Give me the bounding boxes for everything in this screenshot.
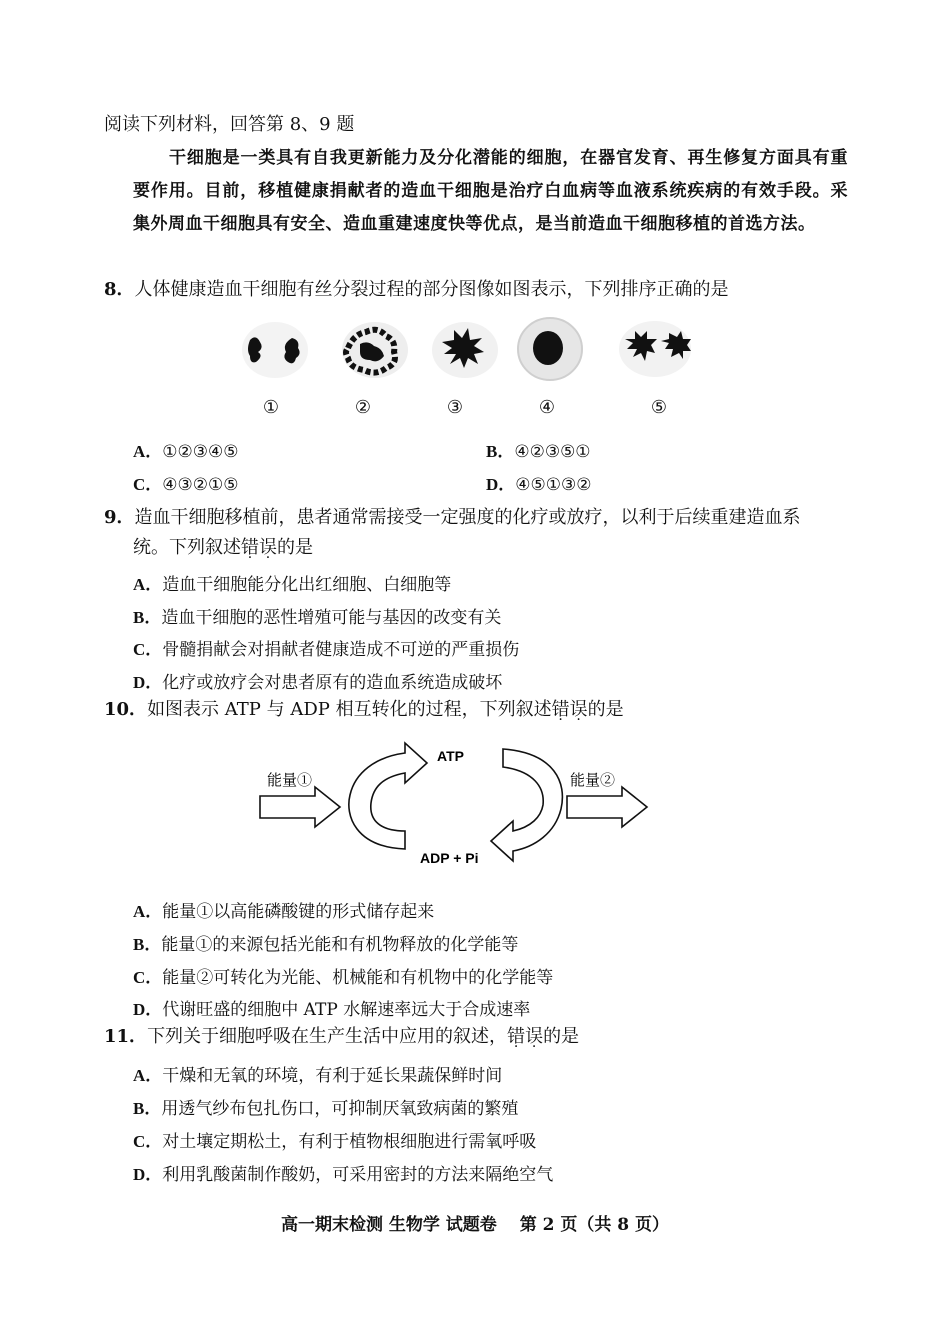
q11-option-a — [133, 1064, 502, 1088]
question-10-stem — [104, 698, 624, 722]
option-text: ①②③④⑤ — [162, 442, 239, 462]
reading-heading: 阅读下列材料，回答第 8、9 题 — [104, 114, 355, 135]
option-letter: A． — [133, 902, 163, 921]
option-letter: B． — [133, 608, 162, 627]
question-number: 11． — [104, 1026, 148, 1047]
question-text: 的是 — [587, 699, 624, 720]
question-number: 10． — [104, 699, 148, 720]
q10-option-b — [133, 933, 518, 957]
option-letter: D． — [133, 1165, 163, 1184]
option-text: 用透气纱布包扎伤口，可抑制厌氧致病菌的繁殖 — [161, 1099, 519, 1119]
emphasis-char: 误 — [525, 1026, 544, 1047]
figure-label-5: ⑤ — [650, 397, 668, 418]
option-letter: A． — [133, 442, 163, 461]
option-letter: B． — [133, 1099, 162, 1118]
option-text: 能量①的来源包括光能和有机物释放的化学能等 — [161, 935, 519, 955]
figure-label-1: ① — [262, 397, 280, 418]
option-letter: D． — [133, 673, 163, 692]
option-text: 干燥和无氧的环境，有利于延长果蔬保鲜时间 — [162, 1066, 503, 1086]
q11-option-b — [133, 1097, 518, 1121]
question-text: 统。下列叙述 — [133, 537, 241, 558]
mitosis-cell-2-image — [340, 318, 410, 380]
question-text: 人体健康造血干细胞有丝分裂过程的部分图像如图表示，下列排序正确的是 — [134, 279, 729, 300]
mitosis-cell-1-image — [240, 318, 310, 380]
emphasis-char: 错 — [507, 1026, 526, 1047]
hydrolysis-curved-arrow-icon — [491, 749, 562, 861]
figure-label-2: ② — [354, 397, 372, 418]
q9-option-c — [133, 638, 519, 662]
q9-option-a — [133, 573, 451, 597]
question-text: 下列关于细胞呼吸在生产生活中应用的叙述， — [147, 1026, 508, 1047]
option-letter: C． — [133, 640, 163, 659]
option-text: 对土壤定期松土，有利于植物根细胞进行需氧呼吸 — [162, 1132, 537, 1152]
mitosis-cell-4-image — [515, 315, 585, 383]
option-letter: D． — [486, 475, 516, 494]
option-text: ④⑤①③② — [515, 475, 592, 495]
mitosis-cell-5-image — [615, 315, 695, 381]
page-footer: 高一期末检测 生物学 试题卷 第 2 页（共 8 页） — [280, 1215, 670, 1235]
question-number: 8． — [104, 279, 135, 300]
emphasis-char: 误 — [569, 699, 588, 720]
option-text: 利用乳酸菌制作酸奶，可采用密封的方法来隔绝空气 — [162, 1165, 554, 1185]
emphasis-char: 错 — [551, 699, 570, 720]
question-8-stem — [104, 278, 729, 302]
question-9-stem-line2 — [133, 536, 313, 560]
option-letter: B． — [133, 935, 162, 954]
atp-adp-cycle-diagram — [255, 735, 655, 875]
option-letter: A． — [133, 1066, 163, 1085]
option-text: 能量②可转化为光能、机械能和有机物中的化学能等 — [162, 968, 554, 988]
option-text: 代谢旺盛的细胞中 ATP 水解速率远大于合成速率 — [162, 1000, 531, 1020]
q11-option-c — [133, 1130, 536, 1154]
question-9-stem-line1 — [104, 506, 801, 530]
synthesis-curved-arrow-icon — [349, 743, 427, 849]
option-letter: C． — [133, 475, 163, 494]
question-number: 9． — [104, 507, 135, 528]
q10-option-c — [133, 966, 553, 990]
energy-input-arrow-icon — [260, 787, 340, 827]
q8-option-d — [486, 473, 591, 497]
figure-label-3: ③ — [446, 397, 464, 418]
option-letter: C． — [133, 1132, 163, 1151]
option-letter: A． — [133, 575, 163, 594]
q8-option-b — [486, 440, 591, 464]
option-letter: B． — [486, 442, 515, 461]
option-text: 骨髓捐献会对捐献者健康造成不可逆的严重损伤 — [162, 640, 520, 660]
q9-option-b — [133, 606, 501, 630]
energy-output-arrow-icon — [567, 787, 647, 827]
question-text: 的是 — [277, 537, 313, 558]
figure-label-4: ④ — [538, 397, 556, 418]
option-text: ④③②①⑤ — [162, 475, 239, 495]
q8-option-a — [133, 440, 238, 464]
q11-option-d — [133, 1163, 553, 1187]
option-text: 能量①以高能磷酸键的形式储存起来 — [162, 902, 435, 922]
q8-option-c — [133, 473, 238, 497]
option-letter: D． — [133, 1000, 163, 1019]
energy-2-label: 能量② — [570, 771, 616, 789]
reading-passage: 干细胞是一类具有自我更新能力及分化潜能的细胞，在器官发育、再生修复方面具有重要作用。目前，移植健康捐献者的造血干细胞是治疗白血病等血液系统疾病的有效手段。采集外周血干细胞具有安全、造血重建速度快等优点，是当前造血干细胞移植的首选方法。 — [133, 148, 848, 234]
option-text: 造血干细胞的恶性增殖可能与基因的改变有关 — [161, 608, 502, 628]
question-text: 造血干细胞移植前，患者通常需接受一定强度的化疗或放疗，以利于后续重建造血系 — [134, 507, 801, 528]
question-text: 如图表示 ATP 与 ADP 相互转化的过程，下列叙述 — [147, 699, 552, 720]
option-letter: C． — [133, 968, 163, 987]
atp-label: ATP — [437, 748, 464, 764]
q10-option-a — [133, 900, 434, 924]
option-text: ④②③⑤① — [514, 442, 591, 462]
option-text: 化疗或放疗会对患者原有的造血系统造成破坏 — [162, 673, 503, 693]
emphasis-char: 错 — [241, 537, 259, 558]
q9-option-d — [133, 671, 502, 695]
question-11-stem — [104, 1025, 579, 1049]
option-text: 造血干细胞能分化出红细胞、白细胞等 — [162, 575, 452, 595]
energy-1-label: 能量① — [267, 771, 313, 789]
question-text: 的是 — [543, 1026, 580, 1047]
emphasis-char: 误 — [259, 537, 277, 558]
mitosis-cell-3-image — [430, 318, 500, 380]
q10-option-d — [133, 998, 530, 1022]
adp-pi-label: ADP + Pi — [420, 850, 479, 866]
